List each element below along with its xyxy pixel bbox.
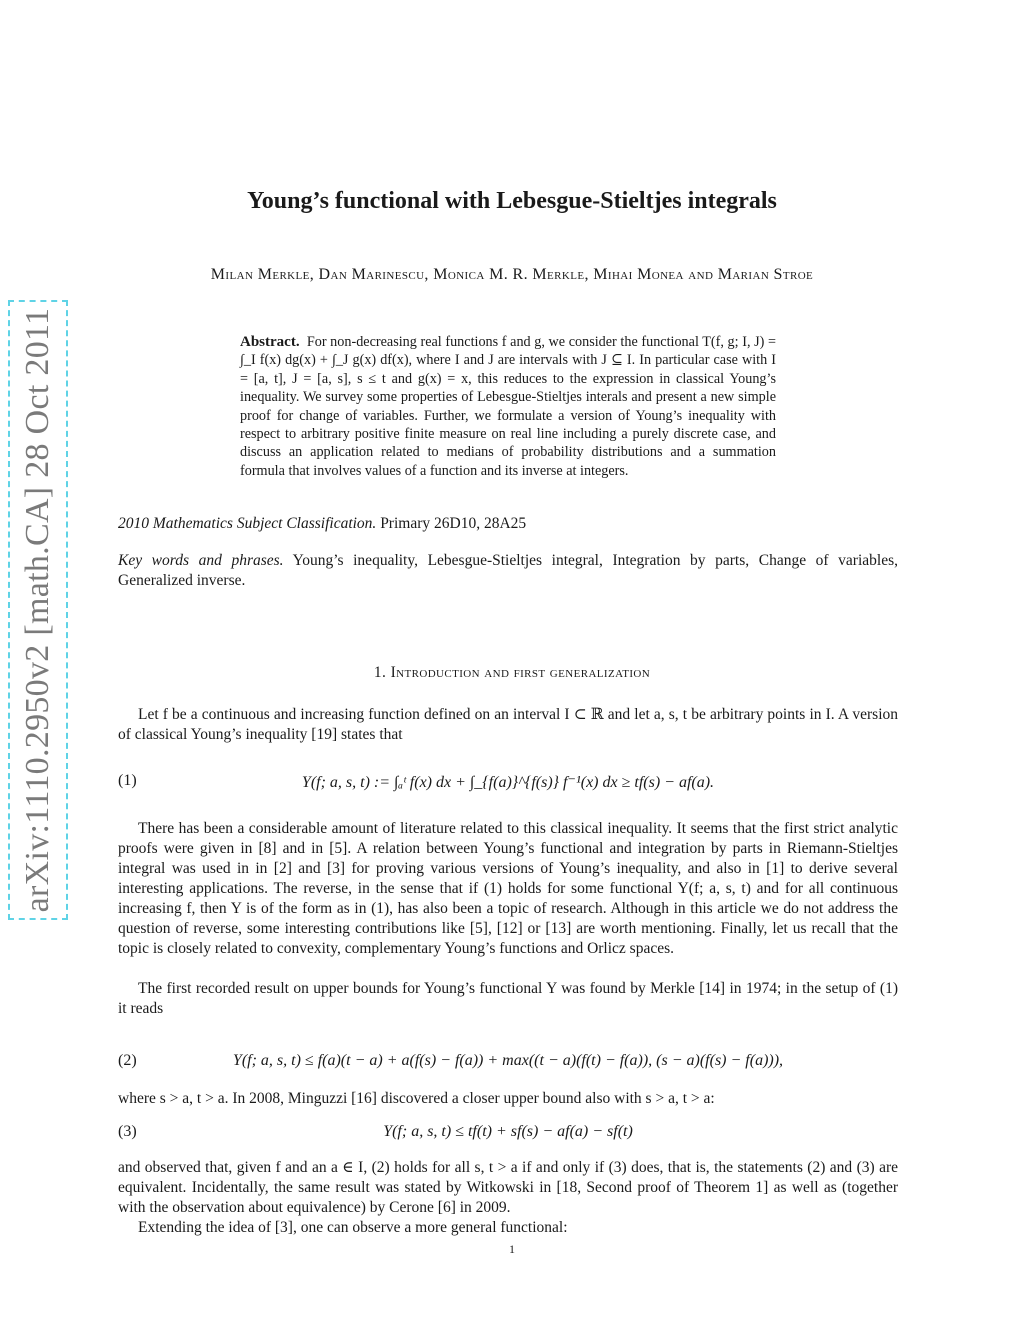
msc-label: 2010 Mathematics Subject Classification. (118, 515, 377, 532)
equation-3 (118, 1123, 898, 1147)
page-number: 1 (509, 1242, 515, 1256)
abstract-text: For non-decreasing real functions f and g, we consider the functional T(f, g; I, J) = ∫_I f(x) dg(x) + ∫_J g(x) df(x), where I and J are intervals with J ⊆ I. In particular case with I = [a, t], J = [a, s], s ≤ t and g(x) = x, this reduces to the expression in classical Young’s inequality. We survey some properties of Lebesgue-Stieltjes interals and present a new simple proof for change of variables. Further, we formulate a version of Young’s inequality with respect to arbitrary positive finite measure on real line including a purely discrete case, and discuss an application related to medians of probability distributions and a summation formula that involves values of a function and its inverse at integers. (240, 334, 777, 479)
equation-body: Y(f; a, s, t) ≤ tf(t) + sf(s) − af(a) − sf(t) (383, 1123, 633, 1140)
paragraph-literature (118, 819, 898, 959)
author-list: Milan Merkle, Dan Marinescu, Monica M. R. Merkle, Mihai Monea and Marian Stroe (210, 266, 814, 283)
paragraph-text: where s > a, t > a. In 2008, Minguzzi [16] discovered a closer upper bound also with s > a, t > a: (118, 1090, 715, 1107)
equation-1 (118, 772, 898, 796)
msc-line (118, 515, 898, 533)
equation-number: (1) (118, 772, 137, 789)
paragraph-upper-bounds (118, 979, 898, 1019)
keywords (118, 551, 898, 591)
paragraph-text: and observed that, given f and an a ∈ I, (2) holds for all s, t > a if and only if (3) does, that is, the statements (2) and (3) are equivalent. Incidentally, the same result was stated by Witkowski in [18, Second proof of Theorem 1] as well as (together with the observation about equivalence) by Cerone [6] in 2009. (118, 1159, 898, 1216)
equation-number: (3) (118, 1123, 137, 1140)
paragraph-intro (118, 705, 898, 745)
paragraph-text: Extending the idea of [3], one can observe a more general functional: (138, 1219, 568, 1236)
equation-2 (118, 1052, 898, 1076)
msc-value: Primary 26D10, 28A25 (380, 515, 527, 532)
abstract (240, 333, 776, 480)
paragraph-extension (118, 1218, 898, 1238)
section-heading: 1. Introduction and first generalization (373, 664, 651, 681)
paragraph-equivalence (118, 1158, 898, 1218)
arxiv-side-stamp[interactable] (8, 300, 68, 920)
equation-number: (2) (118, 1052, 137, 1069)
paragraph-text: Let f be a continuous and increasing function defined on an interval I ⊂ ℝ and let a, s, t be arbitrary points in I. A version of classical Young’s inequality [19] states that (118, 706, 898, 743)
paragraph-minguzzi (118, 1089, 898, 1109)
keywords-value: Young’s inequality, Lebesgue-Stieltjes integral, Integration by parts, Change of variables, Generalized inverse. (118, 552, 898, 589)
paper-title: Young’s functional with Lebesgue-Stieltjes integrals (247, 188, 777, 214)
arxiv-identifier: arXiv:1110.2950v2 [math.CA] 28 Oct 2011 (19, 307, 56, 913)
paragraph-text: There has been a considerable amount of literature related to this classical inequality. It seems that the first strict analytic proofs were given in [8] and in [5]. A relation between Young’s functional and integration by parts in Riemann-Stieltjes integral was used in in [2] and [3] for proving various versions of Young’s inequality, and also in [1] to derive several interesting applications. The reverse, in the sense that if (1) holds for some functional Y(f; a, s, t) and for all continuous increasing f, then Y is of the form as in (1), has also been a topic of research. Although in this article we do not address the question of reverse, some interesting contributions like [5], [12] or [13] are worth mentioning. Finally, let us recall that the topic is closely related to convexity, complementary Young’s functions and Orlicz spaces. (118, 820, 898, 957)
equation-body: Y(f; a, s, t) := ∫ₐᵗ f(x) dx + ∫_{f(a)}^{f(s)} f⁻¹(x) dx ≥ tf(s) − af(a). (301, 774, 715, 791)
equation-body: Y(f; a, s, t) ≤ f(a)(t − a) + a(f(s) − f(a)) + max((t − a)(f(t) − f(a)), (s − a)(f(s) − f(a))), (232, 1052, 784, 1069)
paragraph-text: The first recorded result on upper bounds for Young’s functional Y was found by Merkle [14] in 1974; in the setup of (1) it reads (118, 980, 898, 1017)
keywords-label: Key words and phrases. (118, 552, 284, 569)
abstract-label: Abstract. (240, 334, 300, 350)
